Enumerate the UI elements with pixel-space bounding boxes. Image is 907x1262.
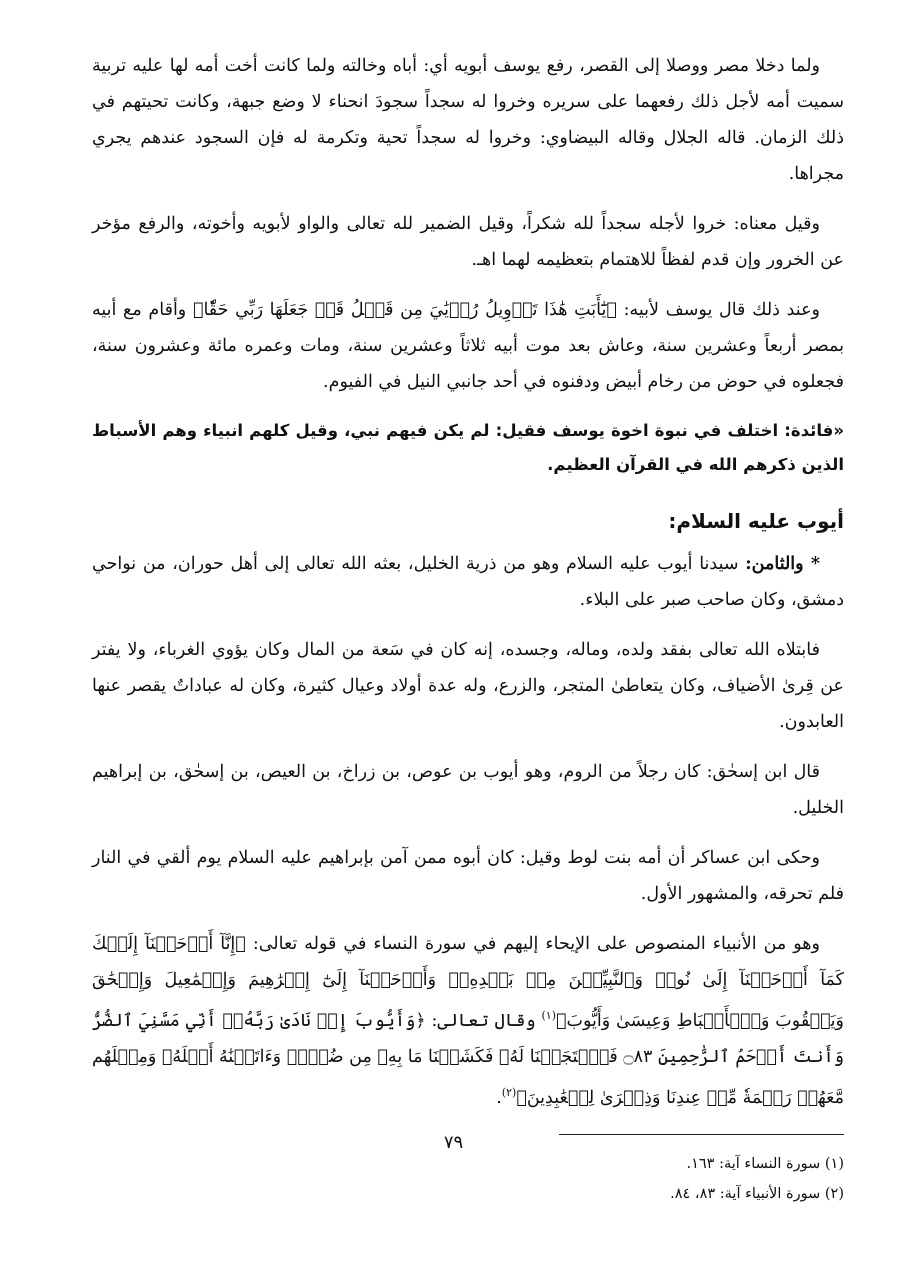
paragraph-meaning: وقيل معناه: خروا لأجله سجداً لله شكراً، وقيل الضمير لله تعالى والواو لأبويه وأخوته، والرفع مؤخر عن الخرور وإن قدم لفظاً للاهتمام بتعظيمه لهما اهـ. [92, 214, 844, 270]
footnote: (١) سورة النساء آية: ١٦٣. [686, 1155, 844, 1172]
paragraph-text: سيدنا أيوب عليه السلام وهو من ذرية الخليل، بعثه الله تعالى إلى أهل حوران، من نواحي دمشق، وكان صاحب صبر على البلاء. [92, 554, 844, 610]
paragraph-lineage: قال ابن إسحٰق: كان رجلاً من الروم، وهو أيوب بن عوص، بن زراخ، بن العيص، بن إسحٰق، بن إبراهيم الخليل. [92, 762, 844, 818]
paragraph-lead: * والثامن: [745, 554, 820, 574]
paragraph-entry-egypt: ولما دخلا مصر ووصلا إلى القصر، رفع يوسف أبويه أي: أباه وخالته ولما كانت أخت أمه لها عليه تربية سميت أمه لأجل ذلك رفعهما على سريره وخروا له سجداً سجودَ انحناء لا وضع جبهة، وكانت تحيتهم في ذلك الزمان. قاله الجلال وقاله البيضاوي: وخروا له سجداً تحية وتكرمة له فإن السجود عندهم يجري مجراها. [92, 56, 844, 184]
paragraph-text: . [496, 1087, 502, 1108]
paragraph-text: وقال تعالى: [431, 1010, 536, 1031]
paragraph-revelation [92, 926, 844, 1116]
footnote: (٢) سورة الأنبياء آية: ٨٣، ٨٤. [670, 1185, 844, 1202]
footnote-reference: (٢) [501, 1085, 517, 1099]
quran-verse: ﴿إِنَّآ أَوۡحَيۡنَآ إِلَيۡكَ كَمَآ أَوۡحَيۡنَآ إِلَىٰ نُوحٖ وَٱلنَّبِيِّـۧنَ مِنۢ بَعۡدِهِۦۚ وَأَوۡحَيۡنَآ إِلَىٰٓ إِبۡرَٰهِيمَ وَإِسۡمَٰعِيلَ وَإِسۡحَٰقَ وَيَعۡقُوبَ وَٱلۡأَسۡبَاطِ وَعِيسَىٰ وَأَيُّوبَ﴾ [92, 934, 844, 1031]
quran-verse: ﴿يَٰٓأَبَتِ هَٰذَا تَأۡوِيلُ رُءۡيَٰيَ مِن قَبۡلُ قَدۡ جَعَلَهَا رَبِّي حَقّٗا﴾ [192, 300, 617, 320]
paragraph-trial: فابتلاه الله تعالى بفقد ولده، وماله، وجسده، إنه كان في سَعة من المال وكان يؤوي الغرباء، ولا يفتر عن قِرىٰ الأضياف، وكان يتعاطىٰ المتجر، والزرع، وله عدة أولاد وعيال كثيرة، وكان له عباداتٌ يقصر عنها العابدون. [92, 640, 844, 732]
section-heading: أيوب عليه السلام: [668, 509, 844, 533]
paragraph-ayyub-intro [92, 546, 844, 618]
paragraph-text: وهو من الأنبياء المنصوص على الإيحاء إليهم في سورة النساء في قوله تعالى: [252, 934, 820, 954]
book-page [92, 48, 844, 1248]
footnote-reference: (١) [541, 1009, 556, 1022]
paragraph-text: وأقام مع أبيه بمصر أربعاً وعشرين سنة، وعاش بعد موت أبيه ثلاثاً وعشرين سنة، ومات وعمره مائة وعشرون سنة، فجعلوه في حوض من رخام أبيض ودفنوه في أحد جانبي النيل في الفيوم. [92, 300, 844, 392]
paragraph-mother: وحكى ابن عساكر أن أمه بنت لوط وقيل: كان أبوه ممن آمن بإبراهيم عليه السلام يوم ألقي في النار فلم تحرقه، والمشهور الأول. [92, 848, 844, 904]
quran-verse: ﴿وَأَيُّوبَ إِذۡ نَادَىٰ رَبَّهُۥٓ أَنِّي مَسَّنِيَ ٱلضُّرُّ وَأَنتَ أَرۡحَمُ ٱلرَّٰحِمِينَ ۝٨٣ فَٱسۡتَجَبۡنَا لَهُۥ فَكَشَفۡنَا مَا بِهِۦ مِن ضُرّٖۖ وَءَاتَيۡنَٰهُ أَهۡلَهُۥ وَمِثۡلَهُم مَّعَهُمۡ رَحۡمَةٗ مِّنۡ عِندِنَا وَذِكۡرَىٰ لِلۡعَٰبِدِينَ﴾ [92, 1010, 844, 1108]
paragraph-text: وعند ذلك قال يوسف لأبيه: [623, 300, 820, 320]
paragraph-yusuf-father [92, 292, 844, 400]
benefit-note: «فائدة: اختلف في نبوة اخوة يوسف فقيل: لم يكن فيهم نبي، وقيل كلهم انبياء وهم الأسباط الذين ذكرهم الله في القرآن العظيم. [92, 421, 844, 474]
page-number: ٧٩ [443, 1132, 464, 1153]
